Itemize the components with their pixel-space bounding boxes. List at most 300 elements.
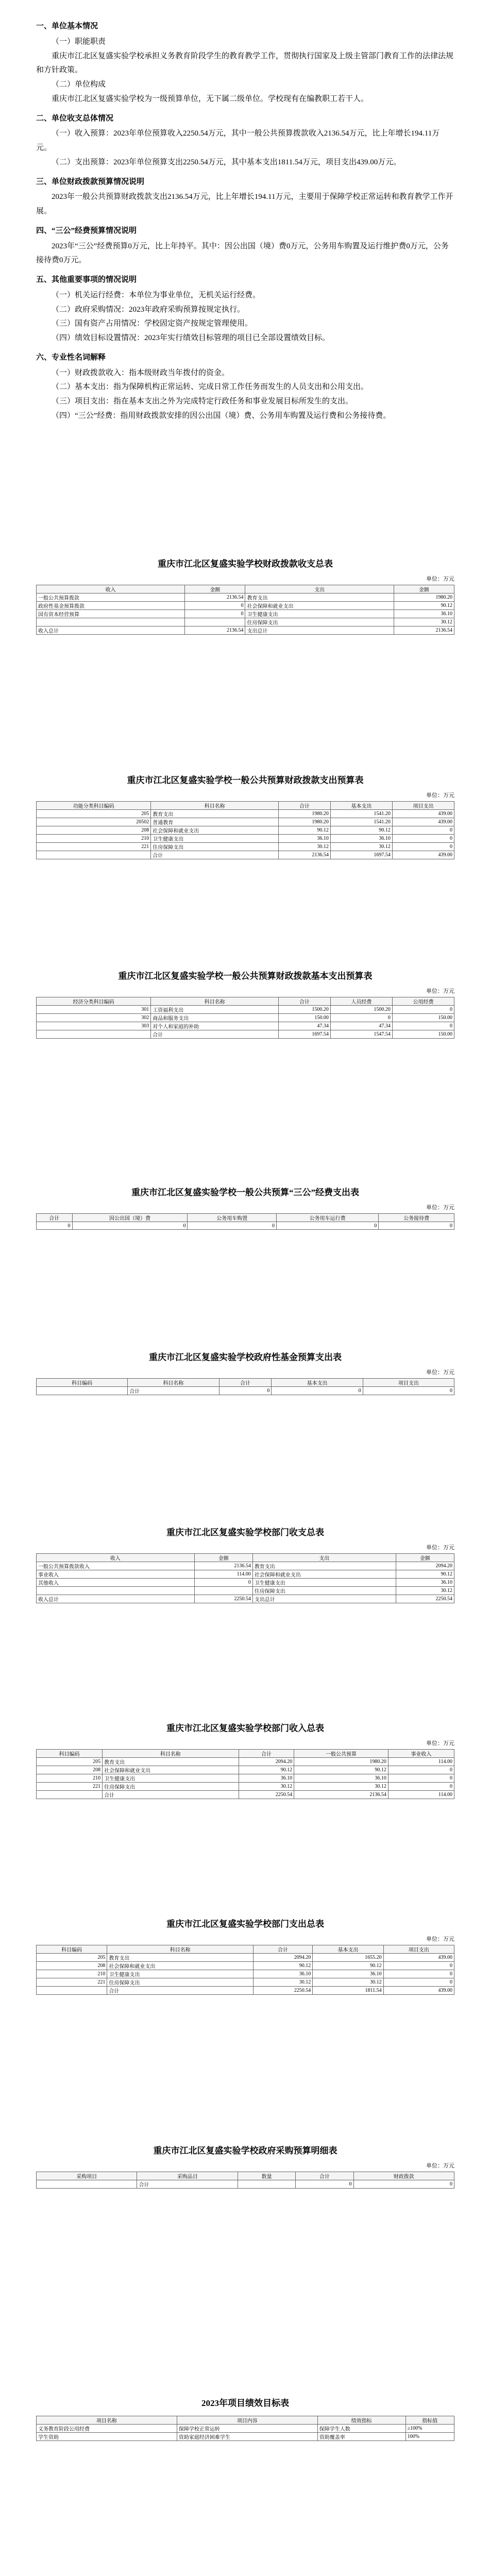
table-cell: 商品和服务支出 bbox=[151, 1014, 279, 1022]
table-header-cell: 合计 bbox=[239, 1750, 294, 1758]
table-cell: 1500.20 bbox=[330, 1006, 392, 1014]
table-row bbox=[37, 1987, 454, 1995]
table-header-cell: 收入 bbox=[37, 1554, 195, 1562]
table-cell: 0 bbox=[194, 1579, 252, 1587]
table-cell: 2094.20 bbox=[253, 1954, 312, 1962]
table-cell: 教育支出 bbox=[252, 1562, 396, 1570]
table-cell: 1547.54 bbox=[330, 1030, 392, 1039]
table-title: 重庆市江北区复盛实验学校政府性基金预算支出表 bbox=[149, 1352, 342, 1362]
table-cell: 0 bbox=[392, 1006, 454, 1014]
table-cell: 2250.54 bbox=[253, 1987, 312, 1995]
table-cell: 208 bbox=[37, 1962, 107, 1970]
table-cell: 90.12 bbox=[278, 826, 330, 835]
table-cell: 150.00 bbox=[392, 1030, 454, 1039]
table-header-cell: 采购品目 bbox=[137, 2172, 238, 2180]
table-cell: 221 bbox=[37, 843, 151, 851]
section-heading: 四、“三公”经费预算情况说明 bbox=[36, 226, 137, 235]
table-cell: 支出总计 bbox=[252, 1595, 396, 1603]
table-cell: 36.10 bbox=[278, 835, 330, 843]
table-row bbox=[37, 1562, 454, 1570]
table-cell: 0 bbox=[392, 843, 454, 851]
table-cell: 教育支出 bbox=[245, 594, 394, 602]
table-unit: 单位：万元 bbox=[426, 576, 454, 582]
table-cell: 资助家庭经济困难学生 bbox=[177, 2433, 317, 2441]
table-row bbox=[37, 835, 454, 843]
table-cell: 卫生健康支出 bbox=[245, 610, 394, 618]
table-unit: 单位：万元 bbox=[426, 1740, 454, 1747]
table-cell: 30.12 bbox=[294, 1783, 388, 1791]
table-cell: 收入总计 bbox=[37, 626, 185, 635]
section-paragraph: （二）基本支出：指为保障机构正常运转、完成日常工作任务而发生的人员支出和公用支出。 bbox=[52, 383, 369, 392]
table-cell: 0 bbox=[388, 1774, 454, 1783]
section-paragraph: （三）国有资产占用情况：学校固定资产按规定管理使用。 bbox=[52, 319, 253, 328]
table-row bbox=[37, 1022, 454, 1030]
table-cell: 学生资助 bbox=[37, 2433, 177, 2441]
table-header-cell: 人员经费 bbox=[330, 997, 392, 1006]
table-cell: 2136.54 bbox=[185, 626, 245, 635]
table-header-cell: 数量 bbox=[238, 2172, 295, 2180]
table-header-cell: 科目编码 bbox=[37, 1379, 128, 1387]
table-cell: 0 bbox=[379, 1222, 454, 1230]
table-cell: 90.12 bbox=[396, 1570, 454, 1579]
table-cell: 150.00 bbox=[278, 1014, 330, 1022]
table-title: 重庆市江北区复盛实验学校部门收入总表 bbox=[166, 1723, 324, 1733]
table-row bbox=[37, 1222, 454, 1230]
table-cell: 114.00 bbox=[388, 1791, 454, 1799]
table-section bbox=[36, 773, 454, 859]
section-paragraph: （一）机关运行经费：本单位为事业单位，无机关运行经费。 bbox=[52, 291, 261, 299]
section-paragraph: （二）政府采购情况：2023年政府采购预算按规定执行。 bbox=[52, 305, 245, 314]
table-section bbox=[36, 2396, 454, 2441]
data-table bbox=[36, 1213, 454, 1230]
table-unit: 单位：万元 bbox=[426, 1205, 454, 1211]
section-heading: 五、其他重要事项的情况说明 bbox=[36, 276, 137, 284]
table-header-cell: 合计 bbox=[37, 1214, 73, 1222]
table-row bbox=[37, 1962, 454, 1970]
table-row bbox=[37, 618, 454, 626]
table-header-cell: 合计 bbox=[278, 997, 330, 1006]
table-header-cell: 金额 bbox=[185, 585, 245, 594]
table-cell: 439.00 bbox=[392, 818, 454, 826]
table-row bbox=[37, 1758, 454, 1766]
section-paragraph: （四）绩效目标设置情况：2023年实行绩效目标管理的项目已全部设置绩效目标。 bbox=[52, 334, 330, 342]
table-row bbox=[37, 810, 454, 818]
table-cell bbox=[37, 1587, 195, 1595]
table-cell: 0 bbox=[388, 1766, 454, 1774]
table-cell bbox=[37, 2180, 137, 2189]
table-cell: 205 bbox=[37, 1954, 107, 1962]
table-cell: 事业收入 bbox=[37, 1570, 195, 1579]
section-paragraph: 重庆市江北区复盛实验学校承担义务教育阶段学生的教育教学工作，贯彻执行国家及上级主管部门教育工作的法律法规和方针政策。 bbox=[36, 52, 454, 75]
table-row bbox=[37, 1014, 454, 1022]
table-row bbox=[37, 826, 454, 835]
table-row bbox=[37, 1006, 454, 1014]
table-cell: 36.10 bbox=[394, 610, 454, 618]
table-header-cell: 合计 bbox=[219, 1379, 272, 1387]
table-cell: 2250.54 bbox=[239, 1791, 294, 1799]
table-unit: 单位：万元 bbox=[426, 1936, 454, 1942]
table-cell: 36.10 bbox=[313, 1970, 383, 1978]
data-table bbox=[36, 1945, 454, 1995]
table-cell: 教育支出 bbox=[151, 810, 279, 818]
table-unit: 单位：万元 bbox=[426, 1545, 454, 1551]
table-row bbox=[37, 594, 454, 602]
table-cell: 住房保障支出 bbox=[107, 1978, 253, 1987]
table-cell: 卫生健康支出 bbox=[103, 1774, 239, 1783]
table-cell: 90.12 bbox=[239, 1766, 294, 1774]
table-cell: 30.12 bbox=[330, 843, 392, 851]
table-cell: 0 bbox=[188, 1222, 276, 1230]
table-cell: 支出总计 bbox=[245, 626, 394, 635]
table-header-cell: 基本支出 bbox=[330, 802, 392, 810]
table-section bbox=[36, 1721, 454, 1799]
table-header-cell: 功能分类科目编码 bbox=[37, 802, 151, 810]
table-row bbox=[37, 1791, 454, 1799]
table-cell: 1980.20 bbox=[394, 594, 454, 602]
table-cell: 对个人和家庭的补助 bbox=[151, 1022, 279, 1030]
table-cell: 收入总计 bbox=[37, 1595, 195, 1603]
table-row bbox=[37, 602, 454, 610]
table-cell: 20502 bbox=[37, 818, 151, 826]
table-header-cell: 收入 bbox=[37, 585, 185, 594]
table-cell: 1980.20 bbox=[294, 1758, 388, 1766]
table-title: 重庆市江北区复盛实验学校一般公共预算“三公”经费支出表 bbox=[131, 1188, 359, 1197]
table-header-cell: 项目支出 bbox=[363, 1379, 454, 1387]
table-cell: 1980.20 bbox=[278, 818, 330, 826]
table-cell: 100% bbox=[405, 2433, 454, 2441]
table-cell: 社会保障和就业支出 bbox=[151, 826, 279, 835]
table-cell: 0 bbox=[363, 1387, 454, 1395]
table-cell: 合计 bbox=[151, 851, 279, 859]
table-cell: 国有资本经营预算 bbox=[37, 610, 185, 618]
table-header-cell: 指标值 bbox=[405, 2416, 454, 2425]
table-row bbox=[37, 1387, 454, 1395]
data-table bbox=[36, 801, 454, 859]
table-cell: 210 bbox=[37, 835, 151, 843]
table-cell: 1697.54 bbox=[330, 851, 392, 859]
table-row bbox=[37, 1595, 454, 1603]
data-table bbox=[36, 1553, 454, 1603]
table-row bbox=[37, 626, 454, 635]
table-row bbox=[37, 2433, 454, 2441]
table-cell: 2136.54 bbox=[185, 594, 245, 602]
table-cell: 社会保障和就业支出 bbox=[252, 1570, 396, 1579]
table-header-cell: 支出 bbox=[245, 585, 394, 594]
table-title: 重庆市江北区复盛实验学校政府采购预算明细表 bbox=[153, 2146, 337, 2156]
data-table bbox=[36, 1749, 454, 1799]
table-cell: 208 bbox=[37, 1766, 103, 1774]
section-paragraph: （二）支出预算：2023年单位预算支出2250.54万元，其中基本支出1811.54万元，项目支出439.00万元。 bbox=[52, 158, 401, 166]
table-title: 重庆市江北区复盛实验学校部门收支总表 bbox=[166, 1528, 324, 1537]
table-title: 重庆市江北区复盛实验学校财政拨款收支总表 bbox=[158, 559, 333, 569]
table-cell: 2136.54 bbox=[278, 851, 330, 859]
table-header-cell: 项目名称 bbox=[37, 2416, 177, 2425]
table-cell: 1541.20 bbox=[330, 810, 392, 818]
table-header-cell: 科目名称 bbox=[128, 1379, 219, 1387]
table-cell: 卫生健康支出 bbox=[107, 1970, 253, 1978]
table-header-cell: 科目名称 bbox=[151, 802, 279, 810]
table-cell: 1655.20 bbox=[313, 1954, 383, 1962]
section-paragraph: （四）“三公”经费：指用财政拨款安排的因公出国（境）费、公务用车购置及运行费和公务接待费。 bbox=[52, 411, 391, 420]
table-header-cell: 金额 bbox=[194, 1554, 252, 1562]
table-row bbox=[37, 843, 454, 851]
table-title: 2023年项目绩效目标表 bbox=[201, 2398, 289, 2408]
table-cell: 2094.20 bbox=[239, 1758, 294, 1766]
table-cell: 30.12 bbox=[396, 1587, 454, 1595]
table-cell: 2094.20 bbox=[396, 1562, 454, 1570]
table-row bbox=[37, 1030, 454, 1039]
table-cell: 303 bbox=[37, 1022, 151, 1030]
table-cell: 439.00 bbox=[383, 1954, 454, 1962]
section-paragraph: （三）项目支出：指在基本支出之外为完成特定行政任务和事业发展目标所发生的支出。 bbox=[52, 397, 353, 405]
table-cell: 2136.54 bbox=[294, 1791, 388, 1799]
table-cell: 47.34 bbox=[330, 1022, 392, 1030]
data-table bbox=[36, 997, 454, 1039]
table-cell: 30.12 bbox=[394, 618, 454, 626]
data-table bbox=[36, 585, 454, 635]
section-heading: 六、专业性名词解释 bbox=[36, 353, 106, 362]
table-header-cell: 公务用车运行费 bbox=[276, 1214, 378, 1222]
table-header-cell: 公务用车购置 bbox=[188, 1214, 276, 1222]
table-header-cell: 科目名称 bbox=[103, 1750, 239, 1758]
data-table bbox=[36, 2172, 454, 2189]
table-cell: 教育支出 bbox=[107, 1954, 253, 1962]
table-cell: 0 bbox=[383, 1970, 454, 1978]
table-cell: 合计 bbox=[128, 1387, 219, 1395]
table-cell bbox=[185, 618, 245, 626]
table-cell: 合计 bbox=[137, 2180, 238, 2189]
section-heading: 三、单位财政拨款预算情况说明 bbox=[36, 177, 145, 186]
table-header-cell: 科目编码 bbox=[37, 1945, 107, 1954]
table-cell: 205 bbox=[37, 1758, 103, 1766]
table-cell: 一般公共预算拨款收入 bbox=[37, 1562, 195, 1570]
table-cell: 36.10 bbox=[239, 1774, 294, 1783]
table-cell: 0 bbox=[37, 1222, 73, 1230]
table-header-cell: 一般公共预算 bbox=[294, 1750, 388, 1758]
table-cell: 30.12 bbox=[313, 1978, 383, 1987]
table-cell: 221 bbox=[37, 1978, 107, 1987]
table-cell: 30.12 bbox=[253, 1978, 312, 1987]
table-cell: 439.00 bbox=[392, 810, 454, 818]
table-cell: 一般公共预算拨款 bbox=[37, 594, 185, 602]
table-section bbox=[36, 2143, 454, 2189]
section-paragraph: 2023年“三公”经费预算0万元，比上年持平。其中：因公出国（境）费0万元，公务用车购置及运行维护费0万元，公务接待费0万元。 bbox=[36, 242, 449, 265]
table-cell: 1500.20 bbox=[278, 1006, 330, 1014]
table-header-cell: 合计 bbox=[296, 2172, 353, 2180]
table-unit: 单位：万元 bbox=[426, 792, 454, 799]
table-header-cell: 项目支出 bbox=[383, 1945, 454, 1954]
table-cell: 合计 bbox=[107, 1987, 253, 1995]
table-header-cell: 公务接待费 bbox=[379, 1214, 454, 1222]
table-unit: 单位：万元 bbox=[426, 988, 454, 994]
table-cell: 36.10 bbox=[253, 1970, 312, 1978]
table-cell: 0 bbox=[353, 2180, 454, 2189]
table-cell: 0 bbox=[392, 1022, 454, 1030]
table-cell bbox=[238, 2180, 295, 2189]
table-row bbox=[37, 1774, 454, 1783]
table-cell bbox=[37, 1387, 128, 1395]
table-header-cell: 公用经费 bbox=[392, 997, 454, 1006]
table-header-cell: 基本支出 bbox=[272, 1379, 363, 1387]
table-cell: 30.12 bbox=[239, 1783, 294, 1791]
section-paragraph: （二）单位构成 bbox=[52, 80, 106, 89]
table-cell: 住房保障支出 bbox=[103, 1783, 239, 1791]
table-cell: 合计 bbox=[151, 1030, 279, 1039]
table-cell: 普通教育 bbox=[151, 818, 279, 826]
table-title: 重庆市江北区复盛实验学校一般公共预算财政拨款基本支出预算表 bbox=[118, 971, 373, 981]
section-paragraph: 2023年一般公共预算财政拨款支出2136.54万元，比上年增长194.11万元，主要用于保障学校正常运转和教育教学工作开展。 bbox=[36, 193, 453, 215]
table-cell: 0 bbox=[383, 1962, 454, 1970]
table-cell: 36.10 bbox=[330, 835, 392, 843]
table-header-cell: 科目名称 bbox=[151, 997, 279, 1006]
table-cell: 90.12 bbox=[294, 1766, 388, 1774]
table-title: 重庆市江北区复盛实验学校部门支出总表 bbox=[166, 1919, 324, 1929]
table-header-cell: 金额 bbox=[396, 1554, 454, 1562]
table-header-cell: 采购项目 bbox=[37, 2172, 137, 2180]
table-header-cell: 财政拨款 bbox=[353, 2172, 454, 2180]
table-row bbox=[37, 610, 454, 618]
table-cell: 0 bbox=[296, 2180, 353, 2189]
table-row bbox=[37, 818, 454, 826]
table-cell: 47.34 bbox=[278, 1022, 330, 1030]
table-cell: 1697.54 bbox=[278, 1030, 330, 1039]
table-cell: 90.12 bbox=[313, 1962, 383, 1970]
table-cell: 资助覆盖率 bbox=[317, 2433, 405, 2441]
table-cell: 0 bbox=[72, 1222, 188, 1230]
section-heading: 二、单位收支总体情况 bbox=[36, 114, 114, 123]
table-cell: 社会保障和就业支出 bbox=[245, 602, 394, 610]
table-cell: ≥100% bbox=[405, 2425, 454, 2433]
section-paragraph: （一）职能职责 bbox=[52, 37, 106, 46]
table-unit: 单位：万元 bbox=[426, 2163, 454, 2169]
table-row bbox=[37, 1954, 454, 1962]
table-cell bbox=[37, 1030, 151, 1039]
table-header-cell: 经济分类科目编码 bbox=[37, 997, 151, 1006]
section-heading: 一、单位基本情况 bbox=[36, 22, 98, 30]
table-header-cell: 项目内容 bbox=[177, 2416, 317, 2425]
table-row bbox=[37, 2180, 454, 2189]
table-cell: 302 bbox=[37, 1014, 151, 1022]
section-paragraph: 重庆市江北区复盛实验学校为一级预算单位，无下属二级单位。学校现有在编教职工若干人。 bbox=[52, 94, 369, 103]
table-cell: 2250.54 bbox=[396, 1595, 454, 1603]
table-unit: 单位：万元 bbox=[426, 1369, 454, 1376]
table-cell: 0 bbox=[392, 835, 454, 843]
table-header-cell: 科目编码 bbox=[37, 1750, 103, 1758]
table-row bbox=[37, 1570, 454, 1579]
table-cell: 2250.54 bbox=[194, 1595, 252, 1603]
table-cell: 住房保障支出 bbox=[151, 843, 279, 851]
table-cell: 1980.20 bbox=[278, 810, 330, 818]
table-header-cell: 科目名称 bbox=[107, 1945, 253, 1954]
table-cell: 合计 bbox=[103, 1791, 239, 1799]
table-cell: 工资福利支出 bbox=[151, 1006, 279, 1014]
section-paragraph: （一）财政拨款收入：指本级财政当年拨付的资金。 bbox=[52, 368, 230, 377]
table-section bbox=[36, 556, 454, 635]
table-row bbox=[37, 1970, 454, 1978]
table-row bbox=[37, 851, 454, 859]
table-cell: 教育支出 bbox=[103, 1758, 239, 1766]
table-cell: 住房保障支出 bbox=[252, 1587, 396, 1595]
table-row bbox=[37, 1766, 454, 1774]
table-cell: 221 bbox=[37, 1783, 103, 1791]
data-table bbox=[36, 1378, 454, 1395]
table-header-cell: 基本支出 bbox=[313, 1945, 383, 1954]
intro-text bbox=[0, 0, 490, 423]
table-row bbox=[37, 1579, 454, 1587]
table-row bbox=[37, 1978, 454, 1987]
table-cell: 政府性基金预算拨款 bbox=[37, 602, 185, 610]
section-paragraph: （一）收入预算：2023年单位预算收入2250.54万元，其中一般公共预算拨款收入2136.54万元，比上年增长194.11万元。 bbox=[36, 129, 440, 152]
table-header-cell: 事业收入 bbox=[388, 1750, 454, 1758]
table-cell: 0 bbox=[330, 1014, 392, 1022]
data-table bbox=[36, 2416, 454, 2441]
table-header-cell: 金额 bbox=[394, 585, 454, 594]
table-cell: 0 bbox=[272, 1387, 363, 1395]
table-cell: 439.00 bbox=[392, 851, 454, 859]
table-cell: 90.12 bbox=[394, 602, 454, 610]
table-cell: 150.00 bbox=[392, 1014, 454, 1022]
table-cell: 439.00 bbox=[383, 1987, 454, 1995]
table-cell: 保障学校正常运转 bbox=[177, 2425, 317, 2433]
table-cell: 90.12 bbox=[253, 1962, 312, 1970]
table-header-cell: 合计 bbox=[278, 802, 330, 810]
table-header-cell: 项目支出 bbox=[392, 802, 454, 810]
table-cell: 0 bbox=[392, 826, 454, 835]
table-cell bbox=[37, 851, 151, 859]
table-cell: 卫生健康支出 bbox=[151, 835, 279, 843]
table-cell bbox=[37, 618, 185, 626]
table-section bbox=[36, 969, 454, 1039]
table-cell: 社会保障和就业支出 bbox=[107, 1962, 253, 1970]
table-cell: 2136.54 bbox=[194, 1562, 252, 1570]
table-cell: 0 bbox=[185, 610, 245, 618]
table-section bbox=[36, 1917, 454, 1995]
table-cell bbox=[37, 1987, 107, 1995]
table-row bbox=[37, 1783, 454, 1791]
table-cell: 90.12 bbox=[330, 826, 392, 835]
table-cell: 卫生健康支出 bbox=[252, 1579, 396, 1587]
table-header-cell: 支出 bbox=[252, 1554, 396, 1562]
table-cell: 30.12 bbox=[278, 843, 330, 851]
table-cell bbox=[37, 1791, 103, 1799]
table-cell: 义务教育阶段公用经费 bbox=[37, 2425, 177, 2433]
table-section bbox=[36, 1525, 454, 1603]
table-cell: 1811.54 bbox=[313, 1987, 383, 1995]
table-title: 重庆市江北区复盛实验学校一般公共预算财政拨款支出预算表 bbox=[127, 775, 364, 785]
table-cell: 其他收入 bbox=[37, 1579, 195, 1587]
table-cell: 205 bbox=[37, 810, 151, 818]
table-cell: 301 bbox=[37, 1006, 151, 1014]
table-row bbox=[37, 1587, 454, 1595]
table-cell: 208 bbox=[37, 826, 151, 835]
table-cell bbox=[194, 1587, 252, 1595]
table-cell: 36.10 bbox=[396, 1579, 454, 1587]
table-cell: 0 bbox=[383, 1978, 454, 1987]
table-cell: 0 bbox=[219, 1387, 272, 1395]
table-cell: 保障学生人数 bbox=[317, 2425, 405, 2433]
table-section bbox=[36, 1185, 454, 1230]
table-cell: 2136.54 bbox=[394, 626, 454, 635]
table-cell: 1541.20 bbox=[330, 818, 392, 826]
table-cell: 0 bbox=[388, 1783, 454, 1791]
table-cell: 0 bbox=[185, 602, 245, 610]
table-cell: 114.00 bbox=[388, 1758, 454, 1766]
table-cell: 住房保障支出 bbox=[245, 618, 394, 626]
table-cell: 0 bbox=[276, 1222, 378, 1230]
table-cell: 210 bbox=[37, 1774, 103, 1783]
table-cell: 210 bbox=[37, 1970, 107, 1978]
table-cell: 36.10 bbox=[294, 1774, 388, 1783]
